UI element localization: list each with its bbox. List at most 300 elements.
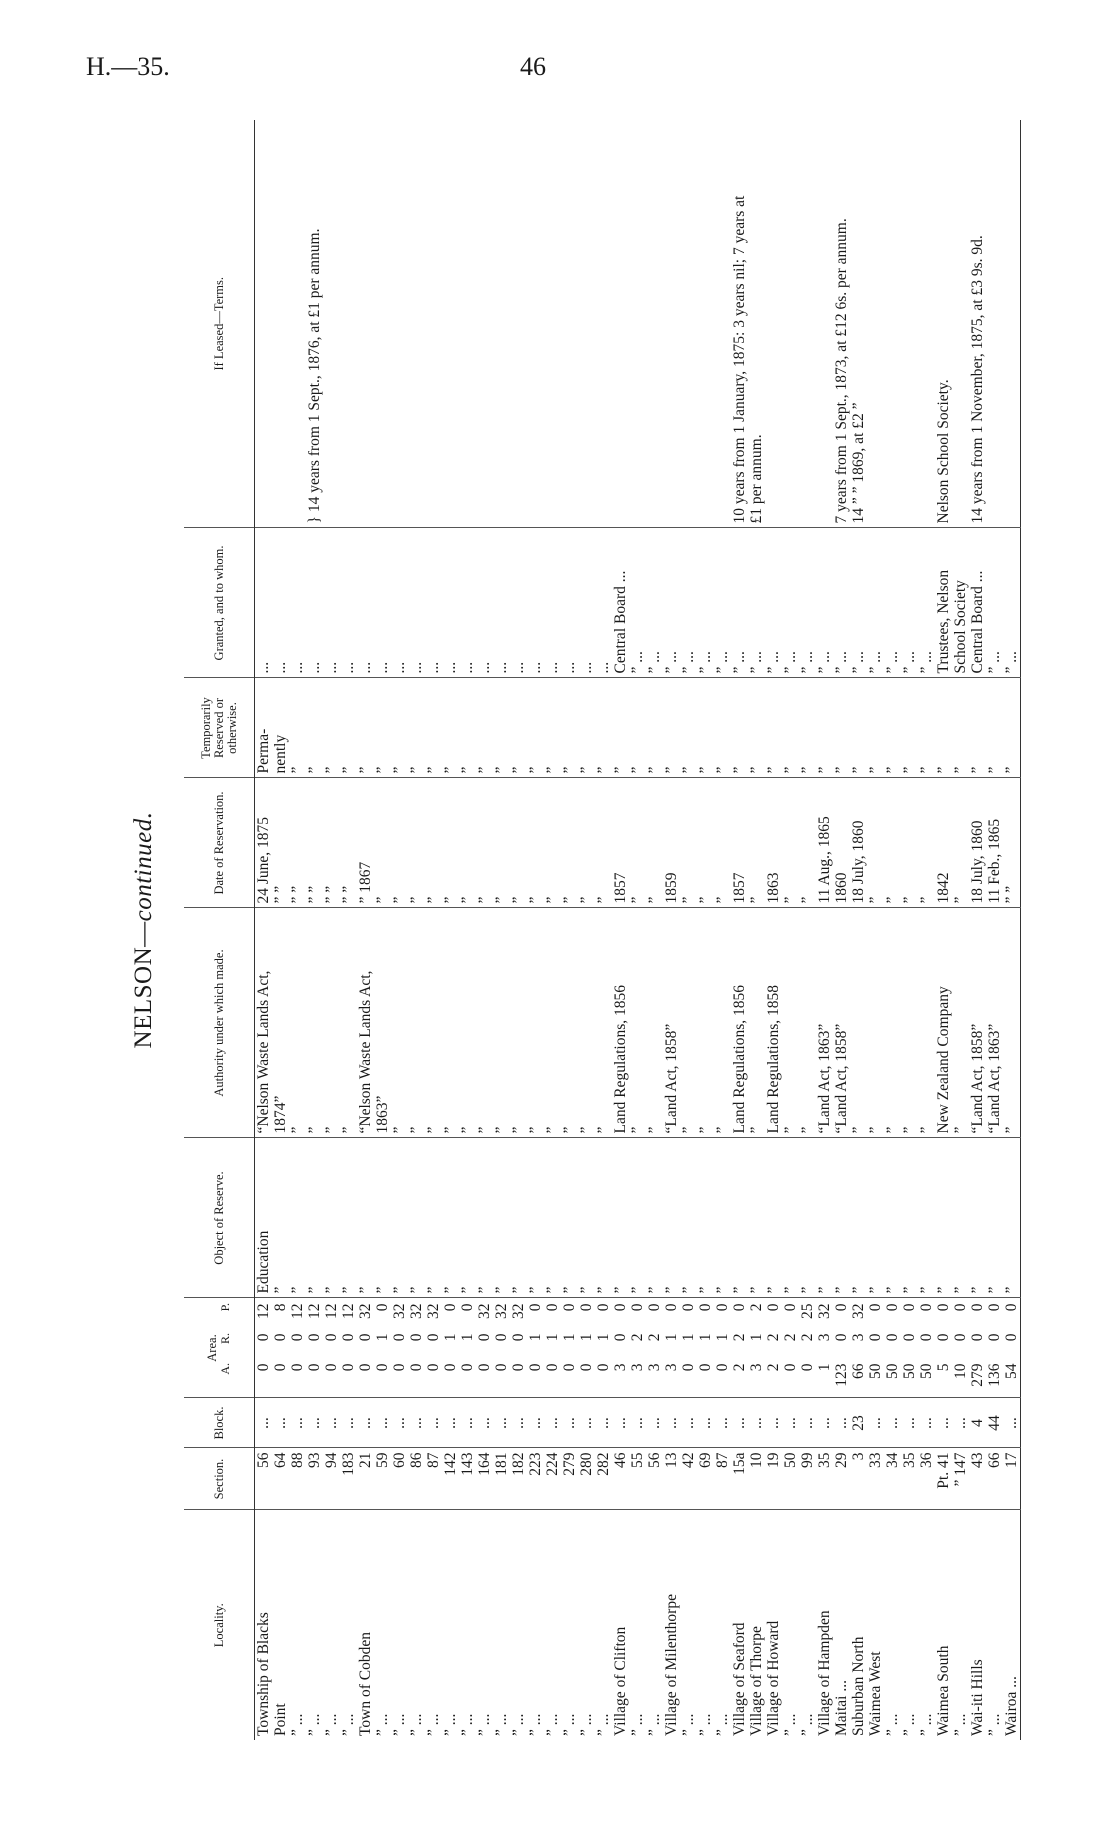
authority-cell: ”: [867, 908, 884, 1138]
terms-cell: [595, 120, 612, 528]
area-p: 0: [867, 1303, 884, 1312]
locality-cell: ” ...: [595, 1713, 612, 1736]
area-p: 25: [799, 1303, 816, 1319]
area-cell: [544, 1298, 561, 1398]
area-p: 32: [493, 1303, 510, 1319]
area-p: 32: [425, 1303, 442, 1319]
locality-cell: ” ...: [493, 1713, 510, 1736]
object-cell: ”: [459, 1138, 476, 1298]
area-cell: [646, 1298, 663, 1398]
granted-cell: ” ...: [918, 528, 935, 678]
terms-cell: 10 years from 1 January, 1875: 3 years nil; 7 years at: [731, 120, 748, 528]
locality-cell: ” ...: [510, 1713, 527, 1736]
terms-cell: [765, 120, 782, 528]
block-cell: ...: [1003, 1398, 1021, 1448]
area-p: 0: [714, 1303, 731, 1312]
area-r: 0: [272, 1333, 289, 1342]
locality-cell: ” ...: [476, 1713, 493, 1736]
temp-cell: ”: [646, 678, 663, 778]
area-a: 1: [816, 1363, 833, 1372]
date-cell: ”: [884, 778, 901, 908]
table-row: [442, 120, 459, 1740]
object-cell: ”: [374, 1138, 391, 1298]
terms-cell: [816, 120, 833, 528]
date-cell: ”: [374, 778, 391, 908]
terms-cell: [561, 120, 578, 528]
authority-cell: ”: [646, 908, 663, 1138]
area-r: 0: [289, 1333, 306, 1342]
section-cell: 56: [255, 1448, 273, 1510]
block-cell: ...: [782, 1398, 799, 1448]
granted-cell: ” ...: [680, 528, 697, 678]
section-cell: 282: [595, 1448, 612, 1510]
area-r: 2: [629, 1333, 646, 1342]
area-p: 32: [408, 1303, 425, 1319]
date-cell: ”: [646, 778, 663, 908]
area-unit-p: P.: [218, 1303, 232, 1312]
locality-cell: ” ...: [561, 1713, 578, 1736]
terms-cell: [867, 120, 884, 528]
area-a: 0: [697, 1363, 714, 1372]
date-cell: 11 Feb., 1865: [986, 778, 1003, 908]
date-cell: ”: [782, 778, 799, 908]
col-object: Object of Reserve.: [184, 1138, 255, 1298]
block-cell: ...: [510, 1398, 527, 1448]
granted-cell: ...: [357, 528, 374, 678]
date-cell: ” ”: [323, 778, 340, 908]
temp-cell: ”: [697, 678, 714, 778]
section-cell: 182: [510, 1448, 527, 1510]
granted-cell: ” ...: [629, 528, 646, 678]
table-row: [901, 120, 918, 1740]
table-row: [408, 120, 425, 1740]
temp-cell: ”: [850, 678, 867, 778]
block-cell: ...: [697, 1398, 714, 1448]
area-r: 0: [255, 1333, 272, 1342]
area-cell: [306, 1298, 323, 1398]
object-cell: ”: [272, 1138, 289, 1298]
terms-cell: [374, 120, 391, 528]
granted-cell: Trustees, Nelson: [935, 528, 952, 678]
granted-cell: ...: [476, 528, 493, 678]
object-cell: ”: [527, 1138, 544, 1298]
area-r: 0: [408, 1333, 425, 1342]
authority-cell: ”: [459, 908, 476, 1138]
section-cell: 181: [493, 1448, 510, 1510]
block-cell: ...: [374, 1398, 391, 1448]
area-p: 0: [782, 1303, 799, 1312]
area-a: 0: [442, 1363, 459, 1372]
granted-cell: Central Board ...: [969, 528, 986, 678]
col-terms: If Leased—Terms.: [184, 120, 255, 528]
object-cell: ”: [867, 1138, 884, 1298]
section-cell: 99: [799, 1448, 816, 1510]
section-cell: 36: [918, 1448, 935, 1510]
area-p: 12: [323, 1303, 340, 1319]
area-cell: [459, 1298, 476, 1398]
area-r: 0: [340, 1333, 357, 1342]
locality-cell: Town of Cobden: [357, 1632, 374, 1736]
locality-cell: ” ...: [527, 1713, 544, 1736]
area-p: 8: [272, 1303, 289, 1312]
authority-cell: ”: [306, 908, 323, 1138]
table-row: [782, 120, 799, 1740]
area-p: 2: [748, 1303, 765, 1312]
block-cell: ...: [391, 1398, 408, 1448]
area-r: 0: [425, 1333, 442, 1342]
section-cell: 142: [442, 1448, 459, 1510]
authority-cell: 1863”: [374, 908, 391, 1138]
area-r: 0: [867, 1333, 884, 1342]
area-a: 0: [459, 1363, 476, 1372]
object-cell: ”: [357, 1138, 374, 1298]
section-cell: 279: [561, 1448, 578, 1510]
date-cell: 18 July, 1860: [850, 778, 867, 908]
area-p: 12: [306, 1303, 323, 1319]
locality-cell: ” ...: [578, 1713, 595, 1736]
date-cell: ”: [510, 778, 527, 908]
temp-cell: ”: [595, 678, 612, 778]
date-cell: 1863: [765, 778, 782, 908]
date-cell: ”: [425, 778, 442, 908]
section-cell: 10: [748, 1448, 765, 1510]
area-a: 3: [663, 1363, 680, 1372]
terms-cell: [340, 120, 357, 528]
area-a: 0: [255, 1363, 272, 1372]
section-cell: 35: [816, 1448, 833, 1510]
area-a: 279: [969, 1363, 986, 1387]
block-cell: ...: [578, 1398, 595, 1448]
date-cell: 1859: [663, 778, 680, 908]
area-p: 0: [595, 1303, 612, 1312]
terms-cell: [952, 120, 969, 528]
date-cell: ”: [595, 778, 612, 908]
locality-cell: Wai-iti Hills: [969, 1659, 986, 1736]
area-p: 0: [561, 1303, 578, 1312]
block-cell: ...: [935, 1398, 952, 1448]
table-row: [663, 120, 680, 1740]
date-cell: 11 Aug., 1865: [816, 778, 833, 908]
granted-cell: ...: [340, 528, 357, 678]
area-cell: [561, 1298, 578, 1398]
table-row: [544, 120, 561, 1740]
object-cell: ”: [425, 1138, 442, 1298]
block-cell: ...: [629, 1398, 646, 1448]
area-cell: [833, 1298, 850, 1398]
object-cell: ”: [663, 1138, 680, 1298]
table-row: [527, 120, 544, 1740]
area-r: 0: [952, 1333, 969, 1342]
col-area-units: [219, 1302, 232, 1395]
area-p: 0: [459, 1303, 476, 1312]
block-cell: ...: [952, 1398, 969, 1448]
terms-cell: [629, 120, 646, 528]
table-row: [255, 120, 273, 1740]
date-cell: ” ”: [289, 778, 306, 908]
area-a: 2: [765, 1363, 782, 1372]
area-p: 0: [884, 1303, 901, 1312]
title-main: NELSON—: [130, 921, 157, 1049]
authority-cell: “Land Act, 1863”: [816, 908, 833, 1138]
area-cell: [901, 1298, 918, 1398]
granted-cell: ...: [510, 528, 527, 678]
locality-cell: Suburban North: [850, 1636, 867, 1736]
granted-cell: ” ...: [748, 528, 765, 678]
table-row: [459, 120, 476, 1740]
area-a: 0: [510, 1363, 527, 1372]
locality-cell: ” ...: [680, 1713, 697, 1736]
granted-cell: ” ...: [901, 528, 918, 678]
table-row: [357, 120, 374, 1740]
terms-cell: [714, 120, 731, 528]
area-a: 2: [731, 1363, 748, 1372]
terms-cell: [697, 120, 714, 528]
section-cell: 224: [544, 1448, 561, 1510]
temp-cell: ”: [493, 678, 510, 778]
area-cell: [867, 1298, 884, 1398]
locality-cell: ” ...: [646, 1713, 663, 1736]
temp-cell: ”: [816, 678, 833, 778]
area-r: 0: [935, 1333, 952, 1342]
authority-cell: ”: [493, 908, 510, 1138]
temp-cell: ”: [527, 678, 544, 778]
block-cell: ...: [612, 1398, 629, 1448]
authority-cell: Land Regulations, 1856: [612, 908, 629, 1138]
table-row: [952, 120, 969, 1740]
col-date: Date of Reservation.: [184, 778, 255, 908]
area-cell: [408, 1298, 425, 1398]
granted-cell: ” ...: [867, 528, 884, 678]
area-cell: [493, 1298, 510, 1398]
date-cell: 1860: [833, 778, 850, 908]
section-cell: 35: [901, 1448, 918, 1510]
area-a: 50: [867, 1363, 884, 1379]
section-cell: 34: [884, 1448, 901, 1510]
area-p: 32: [816, 1303, 833, 1319]
area-a: 5: [935, 1363, 952, 1372]
locality-cell: Point: [272, 1703, 289, 1736]
section-cell: 19: [765, 1448, 782, 1510]
granted-cell: ...: [459, 528, 476, 678]
section-cell: 29: [833, 1448, 850, 1510]
authority-cell: ”: [391, 908, 408, 1138]
area-p: 32: [357, 1303, 374, 1319]
authority-cell: “Land Act, 1863”: [986, 908, 1003, 1138]
temp-cell: ”: [1003, 678, 1021, 778]
table-row: [918, 120, 935, 1740]
temp-cell: ”: [391, 678, 408, 778]
block-cell: 4: [969, 1398, 986, 1448]
table-row: [697, 120, 714, 1740]
date-cell: ” ”: [1003, 778, 1021, 908]
section-cell: 143: [459, 1448, 476, 1510]
temp-cell: ”: [357, 678, 374, 778]
area-a: 0: [374, 1363, 391, 1372]
temp-cell: ”: [289, 678, 306, 778]
area-a: 3: [629, 1363, 646, 1372]
granted-cell: ...: [425, 528, 442, 678]
area-cell: [969, 1298, 986, 1398]
date-cell: ” ”: [272, 778, 289, 908]
table-row: [765, 120, 782, 1740]
authority-cell: ”: [510, 908, 527, 1138]
temp-cell: ”: [918, 678, 935, 778]
granted-cell: ” ...: [714, 528, 731, 678]
area-a: 0: [782, 1363, 799, 1372]
authority-cell: ”: [527, 908, 544, 1138]
temp-cell: ”: [544, 678, 561, 778]
area-r: 0: [884, 1333, 901, 1342]
area-p: 0: [1003, 1303, 1020, 1312]
object-cell: ”: [646, 1138, 663, 1298]
section-cell: 3: [850, 1448, 867, 1510]
area-p: 32: [510, 1303, 527, 1319]
area-r: 2: [799, 1333, 816, 1342]
terms-cell: [357, 120, 374, 528]
granted-cell: ” ...: [697, 528, 714, 678]
locality-cell: ” ...: [374, 1713, 391, 1736]
area-cell: [425, 1298, 442, 1398]
granted-cell: Central Board ...: [612, 528, 629, 678]
granted-cell: ...: [442, 528, 459, 678]
area-p: 12: [289, 1303, 306, 1319]
temp-cell: ”: [935, 678, 952, 778]
area-p: 0: [612, 1303, 629, 1312]
area-cell: [918, 1298, 935, 1398]
locality-cell: ” ...: [782, 1713, 799, 1736]
object-cell: ”: [918, 1138, 935, 1298]
section-cell: 21: [357, 1448, 374, 1510]
temp-cell: ”: [374, 678, 391, 778]
terms-cell: [918, 120, 935, 528]
section-cell: 87: [714, 1448, 731, 1510]
locality-cell: Maitai ...: [833, 1680, 850, 1736]
locality-cell: Village of Thorpe: [748, 1626, 765, 1736]
authority-cell: “Land Act, 1858”: [833, 908, 850, 1138]
terms-cell: 14 ” ” 1869, at £2 ”: [850, 120, 867, 528]
block-cell: ...: [306, 1398, 323, 1448]
temp-cell: ”: [425, 678, 442, 778]
table-row: [493, 120, 510, 1740]
terms-cell: [476, 120, 493, 528]
area-cell: [272, 1298, 289, 1398]
section-cell: 17: [1003, 1448, 1021, 1510]
area-a: 3: [646, 1363, 663, 1372]
granted-cell: ” ...: [986, 528, 1003, 678]
area-r: 0: [493, 1333, 510, 1342]
object-cell: ”: [595, 1138, 612, 1298]
block-cell: 23: [850, 1398, 867, 1448]
section-cell: 223: [527, 1448, 544, 1510]
table-row: [714, 120, 731, 1740]
section-cell: 164: [476, 1448, 493, 1510]
object-cell: ”: [901, 1138, 918, 1298]
area-r: 0: [969, 1333, 986, 1342]
object-cell: ”: [323, 1138, 340, 1298]
table-row: [748, 120, 765, 1740]
locality-cell: ” ...: [408, 1713, 425, 1736]
area-r: 1: [374, 1333, 391, 1342]
locality-cell: Village of Howard: [765, 1620, 782, 1736]
block-cell: ...: [799, 1398, 816, 1448]
col-section: Section.: [184, 1448, 255, 1510]
area-a: 0: [289, 1363, 306, 1372]
date-cell: ”: [748, 778, 765, 908]
table-row: [680, 120, 697, 1740]
object-cell: ”: [408, 1138, 425, 1298]
object-cell: Education: [255, 1138, 273, 1298]
section-cell: 50: [782, 1448, 799, 1510]
area-a: 0: [340, 1363, 357, 1372]
temp-cell: ”: [748, 678, 765, 778]
date-cell: ”: [714, 778, 731, 908]
col-temporarily-reserved: Temporarily Reserved or otherwise.: [184, 678, 255, 778]
section-cell: 43: [969, 1448, 986, 1510]
locality-cell: ” ...: [544, 1713, 561, 1736]
terms-cell: [986, 120, 1003, 528]
area-cell: [714, 1298, 731, 1398]
area-a: 0: [476, 1363, 493, 1372]
area-p: 12: [340, 1303, 357, 1319]
temp-cell: ”: [612, 678, 629, 778]
table-row: [323, 120, 340, 1740]
area-a: 0: [595, 1363, 612, 1372]
table-row: [867, 120, 884, 1740]
area-cell: [816, 1298, 833, 1398]
date-cell: ” ”: [306, 778, 323, 908]
area-cell: [578, 1298, 595, 1398]
area-p: 0: [765, 1303, 782, 1312]
object-cell: ”: [697, 1138, 714, 1298]
area-a: 0: [680, 1363, 697, 1372]
locality-cell: ” ...: [799, 1713, 816, 1736]
area-p: 0: [952, 1303, 969, 1312]
granted-cell: ...: [544, 528, 561, 678]
area-r: 0: [918, 1333, 935, 1342]
temp-cell: ”: [765, 678, 782, 778]
area-p: 0: [646, 1303, 663, 1312]
block-cell: ...: [680, 1398, 697, 1448]
authority-cell: ”: [408, 908, 425, 1138]
object-cell: ”: [680, 1138, 697, 1298]
date-cell: ”: [867, 778, 884, 908]
temp-cell: ”: [442, 678, 459, 778]
area-cell: [884, 1298, 901, 1398]
block-cell: ...: [323, 1398, 340, 1448]
authority-cell: “Nelson Waste Lands Act,: [357, 908, 374, 1138]
date-cell: ”: [697, 778, 714, 908]
table-row: [612, 120, 629, 1740]
locality-cell: ” ...: [289, 1713, 306, 1736]
date-cell: 1842: [935, 778, 952, 908]
block-cell: ...: [476, 1398, 493, 1448]
locality-cell: ” ...: [442, 1713, 459, 1736]
block-cell: 44: [986, 1398, 1003, 1448]
object-cell: ”: [833, 1138, 850, 1298]
date-cell: ”: [408, 778, 425, 908]
page-number: 46: [520, 52, 546, 81]
temp-cell: ”: [731, 678, 748, 778]
locality-cell: ” ...: [901, 1713, 918, 1736]
locality-cell: ” ...: [986, 1713, 1003, 1736]
table-row: [969, 120, 986, 1740]
area-a: 0: [799, 1363, 816, 1372]
authority-cell: New Zealand Company: [935, 908, 952, 1138]
table-row: [476, 120, 493, 1740]
area-a: 136: [986, 1363, 1003, 1387]
area-r: 1: [595, 1333, 612, 1342]
col-granted: Granted, and to whom.: [184, 528, 255, 678]
